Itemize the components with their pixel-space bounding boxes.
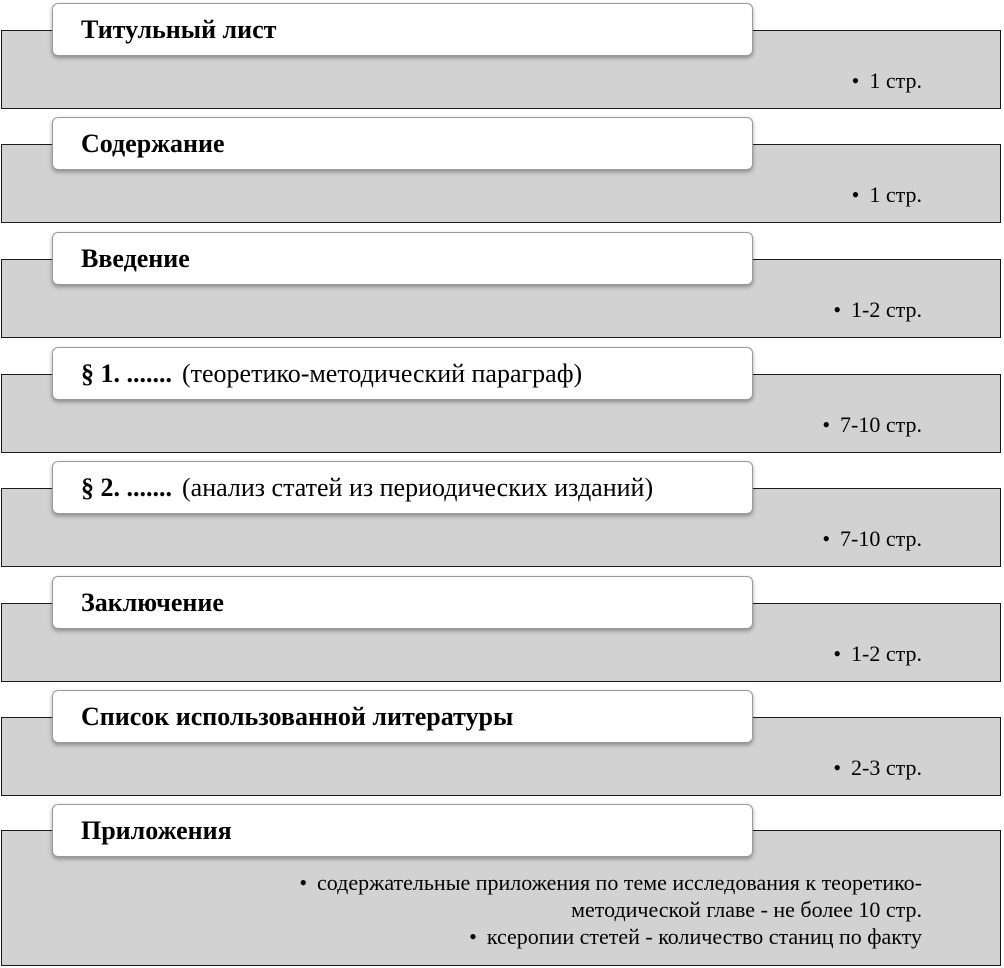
bullet-icon: •	[822, 526, 831, 551]
bullet-text: содержательные приложения по теме исследования к теоретико-	[317, 870, 922, 895]
section-title-card	[52, 232, 753, 285]
section-block-title-page	[0, 3, 1004, 109]
section-title: Список использованной литературы	[81, 701, 514, 731]
bullet-list	[833, 296, 922, 323]
bullet-item	[299, 923, 922, 950]
section-block-contents	[0, 117, 1004, 223]
section-title: Титульный лист	[81, 14, 277, 44]
bullet-text: 1 стр.	[869, 182, 922, 207]
section-title-card	[52, 804, 753, 857]
bullet-list	[822, 525, 922, 552]
bullet-item-continuation	[299, 896, 922, 923]
section-block-appendices	[0, 804, 1004, 966]
section-block-conclusion	[0, 576, 1004, 682]
bullet-text: 7-10 стр.	[840, 526, 922, 551]
bullet-item	[299, 869, 922, 896]
section-title: § 1. .......	[81, 358, 172, 388]
section-title-card	[52, 576, 753, 629]
bullet-text: 7-10 стр.	[840, 412, 922, 437]
bullet-item	[833, 754, 922, 781]
bullet-item	[822, 411, 922, 438]
section-title-card	[52, 3, 753, 56]
bullet-list	[833, 640, 922, 667]
bullet-item	[852, 181, 922, 208]
bullet-icon: •	[833, 297, 842, 322]
bullet-icon: •	[833, 755, 842, 780]
bullet-icon: •	[851, 68, 860, 93]
bullet-text: методической главе - не более 10 стр.	[571, 897, 922, 922]
bullet-item	[822, 525, 922, 552]
section-block-paragraph-1	[0, 347, 1004, 453]
bullet-text: 1-2 стр.	[851, 297, 922, 322]
bullet-list	[852, 181, 922, 208]
bullet-icon: •	[469, 924, 477, 949]
bullet-item	[833, 296, 922, 323]
section-block-paragraph-2	[0, 461, 1004, 567]
section-title: § 2. .......	[81, 472, 172, 502]
section-title: Заключение	[81, 587, 224, 617]
bullet-list	[852, 67, 922, 94]
section-block-references	[0, 690, 1004, 796]
bullet-text: ксеропии стетей - количество станиц по факту	[486, 924, 922, 949]
bullet-item	[833, 640, 922, 667]
section-title: Приложения	[81, 815, 232, 845]
bullet-list	[299, 869, 922, 950]
section-block-introduction	[0, 232, 1004, 338]
bullet-item	[852, 67, 922, 94]
bullet-icon: •	[822, 412, 831, 437]
bullet-text: 1-2 стр.	[851, 641, 922, 666]
section-title-card	[52, 117, 753, 170]
bullet-text: 2-3 стр.	[851, 755, 922, 780]
section-title-card	[52, 461, 753, 514]
bullet-list	[833, 754, 922, 781]
bullet-icon: •	[833, 641, 842, 666]
section-subtitle: (анализ статей из периодических изданий)	[182, 472, 654, 502]
section-title: Содержание	[81, 128, 225, 158]
bullet-list	[822, 411, 922, 438]
bullet-icon: •	[299, 870, 308, 895]
section-title-card	[52, 690, 753, 743]
bullet-icon: •	[851, 182, 860, 207]
section-title-card	[52, 347, 753, 400]
section-subtitle: (теоретико-методический параграф)	[182, 358, 583, 388]
bullet-text: 1 стр.	[869, 68, 922, 93]
section-title: Введение	[81, 243, 190, 273]
